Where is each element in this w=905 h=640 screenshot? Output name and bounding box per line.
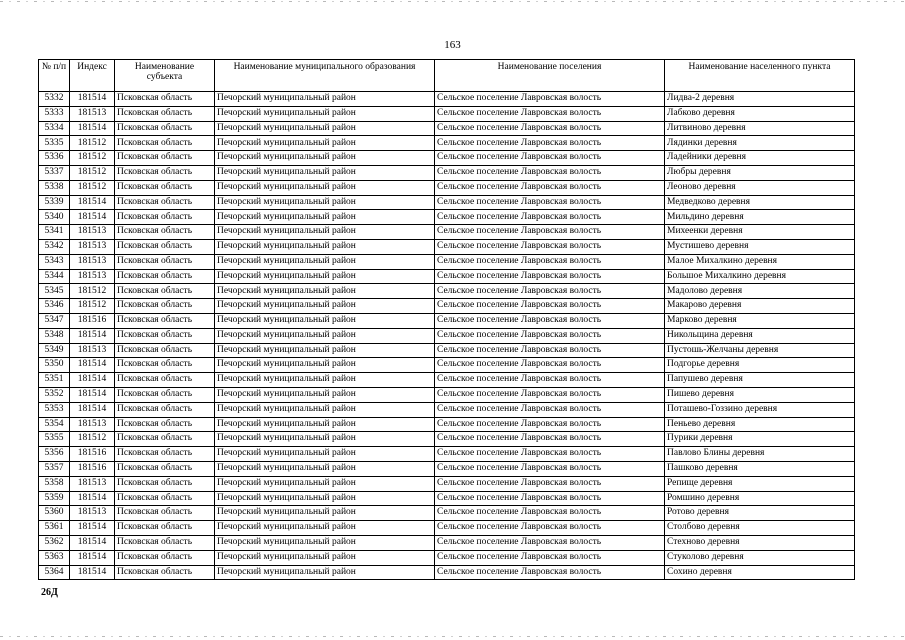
cell-municipality: Печорский муниципальный район [215,239,435,254]
table-row [39,299,855,314]
cell-index: 181516 [70,461,115,476]
table-row [39,328,855,343]
table-row [39,269,855,284]
cell-locality: Пурики деревня [665,432,855,447]
cell-num: 5336 [39,151,70,166]
cell-settlement: Сельское поселение Лавровская волость [435,461,665,476]
cell-locality: Лидва-2 деревня [665,92,855,107]
cell-municipality: Печорский муниципальный район [215,373,435,388]
cell-num: 5363 [39,550,70,565]
cell-locality: Малое Михалкино деревня [665,254,855,269]
cell-num: 5338 [39,180,70,195]
table-row [39,254,855,269]
cell-num: 5349 [39,343,70,358]
cell-settlement: Сельское поселение Лавровская волость [435,210,665,225]
cell-settlement: Сельское поселение Лавровская волость [435,284,665,299]
cell-settlement: Сельское поселение Лавровская волость [435,476,665,491]
cell-subject: Псковская область [115,92,215,107]
cell-locality: Лядинки деревня [665,136,855,151]
table-row [39,358,855,373]
cell-municipality: Печорский муниципальный район [215,269,435,284]
cell-locality: Литвиново деревня [665,121,855,136]
cell-index: 181513 [70,269,115,284]
cell-settlement: Сельское поселение Лавровская волость [435,269,665,284]
cell-index: 181512 [70,432,115,447]
cell-index: 181514 [70,373,115,388]
table-row [39,92,855,107]
cell-subject: Псковская область [115,387,215,402]
cell-index: 181513 [70,225,115,240]
cell-settlement: Сельское поселение Лавровская волость [435,417,665,432]
cell-subject: Псковская область [115,165,215,180]
cell-settlement: Сельское поселение Лавровская волость [435,432,665,447]
table-row [39,106,855,121]
cell-subject: Псковская область [115,506,215,521]
cell-subject: Псковская область [115,535,215,550]
cell-index: 181514 [70,535,115,550]
cell-subject: Псковская область [115,373,215,388]
cell-index: 181513 [70,506,115,521]
cell-municipality: Печорский муниципальный район [215,565,435,580]
table-row [39,373,855,388]
cell-num: 5341 [39,225,70,240]
cell-locality: Лабково деревня [665,106,855,121]
cell-settlement: Сельское поселение Лавровская волость [435,402,665,417]
cell-subject: Псковская область [115,313,215,328]
cell-locality: Большое Михалкино деревня [665,269,855,284]
table-row [39,343,855,358]
cell-index: 181512 [70,284,115,299]
cell-locality: Пишево деревня [665,387,855,402]
cell-locality: Любры деревня [665,165,855,180]
cell-municipality: Печорский муниципальный район [215,432,435,447]
table-row [39,432,855,447]
table-row [39,284,855,299]
cell-subject: Псковская область [115,491,215,506]
header-subject: Наименование субъекта [115,60,215,92]
table-row [39,225,855,240]
cell-num: 5340 [39,210,70,225]
cell-municipality: Печорский муниципальный район [215,284,435,299]
cell-municipality: Печорский муниципальный район [215,195,435,210]
cell-index: 181514 [70,387,115,402]
table-row [39,565,855,580]
table-row [39,210,855,225]
cell-settlement: Сельское поселение Лавровская волость [435,136,665,151]
cell-municipality: Печорский муниципальный район [215,328,435,343]
cell-municipality: Печорский муниципальный район [215,476,435,491]
cell-settlement: Сельское поселение Лавровская волость [435,387,665,402]
table-body [39,92,855,580]
cell-num: 5350 [39,358,70,373]
cell-settlement: Сельское поселение Лавровская волость [435,239,665,254]
cell-settlement: Сельское поселение Лавровская волость [435,225,665,240]
header-num: № п/п [39,60,70,92]
cell-municipality: Печорский муниципальный район [215,106,435,121]
cell-locality: Пеньево деревня [665,417,855,432]
scan-edge-top [0,1,905,2]
cell-subject: Псковская область [115,402,215,417]
cell-index: 181512 [70,136,115,151]
cell-subject: Псковская область [115,180,215,195]
page-number: 163 [444,39,461,51]
cell-locality: Стуколово деревня [665,550,855,565]
cell-locality: Мустишево деревня [665,239,855,254]
cell-municipality: Печорский муниципальный район [215,461,435,476]
cell-num: 5360 [39,506,70,521]
cell-locality: Подгорье деревня [665,358,855,373]
cell-num: 5356 [39,447,70,462]
cell-settlement: Сельское поселение Лавровская волость [435,447,665,462]
cell-municipality: Печорский муниципальный район [215,343,435,358]
cell-subject: Псковская область [115,284,215,299]
cell-settlement: Сельское поселение Лавровская волость [435,328,665,343]
cell-subject: Псковская область [115,136,215,151]
cell-index: 181514 [70,328,115,343]
cell-index: 181513 [70,476,115,491]
cell-index: 181514 [70,491,115,506]
header-index: Индекс [70,60,115,92]
header-municipality: Наименование муниципального образования [215,60,435,92]
cell-settlement: Сельское поселение Лавровская волость [435,521,665,536]
cell-num: 5333 [39,106,70,121]
scan-edge-bottom [0,636,905,637]
cell-subject: Псковская область [115,299,215,314]
cell-subject: Псковская область [115,447,215,462]
table-row [39,417,855,432]
cell-subject: Псковская область [115,254,215,269]
cell-subject: Псковская область [115,269,215,284]
cell-settlement: Сельское поселение Лавровская волость [435,180,665,195]
cell-index: 181516 [70,313,115,328]
table-row [39,461,855,476]
cell-settlement: Сельское поселение Лавровская волость [435,565,665,580]
cell-index: 181513 [70,106,115,121]
cell-municipality: Печорский муниципальный район [215,180,435,195]
cell-index: 181512 [70,180,115,195]
cell-locality: Репище деревня [665,476,855,491]
cell-locality: Михеенки деревня [665,225,855,240]
cell-num: 5339 [39,195,70,210]
cell-num: 5357 [39,461,70,476]
cell-locality: Никольщина деревня [665,328,855,343]
cell-locality: Марково деревня [665,313,855,328]
cell-num: 5362 [39,535,70,550]
cell-index: 181513 [70,254,115,269]
header-settlement: Наименование поселения [435,60,665,92]
cell-num: 5344 [39,269,70,284]
cell-num: 5358 [39,476,70,491]
table-row [39,506,855,521]
cell-num: 5354 [39,417,70,432]
cell-subject: Псковская область [115,121,215,136]
table-row [39,121,855,136]
cell-municipality: Печорский муниципальный район [215,225,435,240]
table-row [39,535,855,550]
cell-subject: Псковская область [115,476,215,491]
cell-num: 5342 [39,239,70,254]
cell-settlement: Сельское поселение Лавровская волость [435,121,665,136]
cell-subject: Псковская область [115,565,215,580]
cell-municipality: Печорский муниципальный район [215,136,435,151]
table-row [39,491,855,506]
cell-settlement: Сельское поселение Лавровская волость [435,254,665,269]
cell-num: 5361 [39,521,70,536]
cell-index: 181512 [70,165,115,180]
cell-subject: Псковская область [115,550,215,565]
cell-locality: Ромшино деревня [665,491,855,506]
cell-index: 181514 [70,358,115,373]
header-locality: Наименование населенного пункта [665,60,855,92]
cell-municipality: Печорский муниципальный район [215,417,435,432]
cell-num: 5353 [39,402,70,417]
settlements-table [38,59,855,580]
table-row [39,447,855,462]
table-row [39,313,855,328]
cell-index: 181514 [70,92,115,107]
table-row [39,550,855,565]
cell-locality: Пустошь-Желчаны деревня [665,343,855,358]
cell-index: 181512 [70,299,115,314]
cell-municipality: Печорский муниципальный район [215,151,435,166]
table-row [39,195,855,210]
cell-subject: Псковская область [115,461,215,476]
cell-locality: Поташево-Гоззино деревня [665,402,855,417]
cell-municipality: Печорский муниципальный район [215,521,435,536]
table-header-row [39,60,855,92]
cell-subject: Псковская область [115,432,215,447]
cell-num: 5348 [39,328,70,343]
cell-settlement: Сельское поселение Лавровская волость [435,343,665,358]
cell-locality: Мильдино деревня [665,210,855,225]
cell-subject: Псковская область [115,239,215,254]
cell-municipality: Печорский муниципальный район [215,254,435,269]
cell-locality: Столбово деревня [665,521,855,536]
cell-municipality: Печорский муниципальный район [215,92,435,107]
cell-num: 5364 [39,565,70,580]
cell-municipality: Печорский муниципальный район [215,358,435,373]
table-row [39,402,855,417]
cell-num: 5346 [39,299,70,314]
cell-num: 5345 [39,284,70,299]
cell-subject: Псковская область [115,521,215,536]
cell-subject: Псковская область [115,343,215,358]
cell-settlement: Сельское поселение Лавровская волость [435,313,665,328]
cell-index: 181513 [70,417,115,432]
cell-locality: Макарово деревня [665,299,855,314]
cell-index: 181514 [70,121,115,136]
cell-index: 181514 [70,565,115,580]
cell-settlement: Сельское поселение Лавровская волость [435,299,665,314]
cell-locality: Павлово Блины деревня [665,447,855,462]
cell-index: 181516 [70,447,115,462]
cell-index: 181514 [70,210,115,225]
cell-municipality: Печорский муниципальный район [215,387,435,402]
cell-settlement: Сельское поселение Лавровская волость [435,151,665,166]
cell-settlement: Сельское поселение Лавровская волость [435,92,665,107]
cell-locality: Пашково деревня [665,461,855,476]
cell-num: 5347 [39,313,70,328]
cell-locality: Леоново деревня [665,180,855,195]
cell-num: 5332 [39,92,70,107]
table-row [39,165,855,180]
cell-locality: Мадолово деревня [665,284,855,299]
cell-settlement: Сельское поселение Лавровская волость [435,373,665,388]
cell-municipality: Печорский муниципальный район [215,402,435,417]
cell-subject: Псковская область [115,328,215,343]
table-row [39,521,855,536]
cell-settlement: Сельское поселение Лавровская волость [435,165,665,180]
cell-locality: Сохино деревня [665,565,855,580]
table-row [39,136,855,151]
cell-subject: Псковская область [115,106,215,121]
cell-municipality: Печорский муниципальный район [215,491,435,506]
cell-municipality: Печорский муниципальный район [215,535,435,550]
cell-subject: Псковская область [115,358,215,373]
cell-num: 5343 [39,254,70,269]
cell-settlement: Сельское поселение Лавровская волость [435,358,665,373]
cell-locality: Папушево деревня [665,373,855,388]
cell-locality: Стехново деревня [665,535,855,550]
footer-mark: 26Д [41,587,58,598]
cell-num: 5355 [39,432,70,447]
cell-municipality: Печорский муниципальный район [215,299,435,314]
table-row [39,180,855,195]
cell-settlement: Сельское поселение Лавровская волость [435,106,665,121]
cell-locality: Ладейники деревня [665,151,855,166]
cell-subject: Псковская область [115,151,215,166]
cell-municipality: Печорский муниципальный район [215,121,435,136]
cell-locality: Медведково деревня [665,195,855,210]
cell-settlement: Сельское поселение Лавровская волость [435,195,665,210]
cell-municipality: Печорский муниципальный район [215,313,435,328]
cell-subject: Псковская область [115,210,215,225]
cell-num: 5337 [39,165,70,180]
table-row [39,239,855,254]
table-row [39,387,855,402]
cell-index: 181514 [70,195,115,210]
cell-settlement: Сельское поселение Лавровская волость [435,550,665,565]
cell-locality: Ротово деревня [665,506,855,521]
cell-num: 5352 [39,387,70,402]
cell-municipality: Печорский муниципальный район [215,447,435,462]
cell-municipality: Печорский муниципальный район [215,550,435,565]
cell-subject: Псковская область [115,417,215,432]
cell-num: 5335 [39,136,70,151]
cell-index: 181514 [70,521,115,536]
table-row [39,151,855,166]
cell-index: 181513 [70,343,115,358]
cell-index: 181514 [70,402,115,417]
cell-municipality: Печорский муниципальный район [215,210,435,225]
cell-num: 5359 [39,491,70,506]
table-row [39,476,855,491]
cell-subject: Псковская область [115,195,215,210]
cell-settlement: Сельское поселение Лавровская волость [435,506,665,521]
cell-settlement: Сельское поселение Лавровская волость [435,491,665,506]
cell-num: 5351 [39,373,70,388]
cell-settlement: Сельское поселение Лавровская волость [435,535,665,550]
cell-index: 181514 [70,550,115,565]
cell-num: 5334 [39,121,70,136]
cell-index: 181512 [70,151,115,166]
cell-subject: Псковская область [115,225,215,240]
cell-municipality: Печорский муниципальный район [215,165,435,180]
cell-index: 181513 [70,239,115,254]
cell-municipality: Печорский муниципальный район [215,506,435,521]
